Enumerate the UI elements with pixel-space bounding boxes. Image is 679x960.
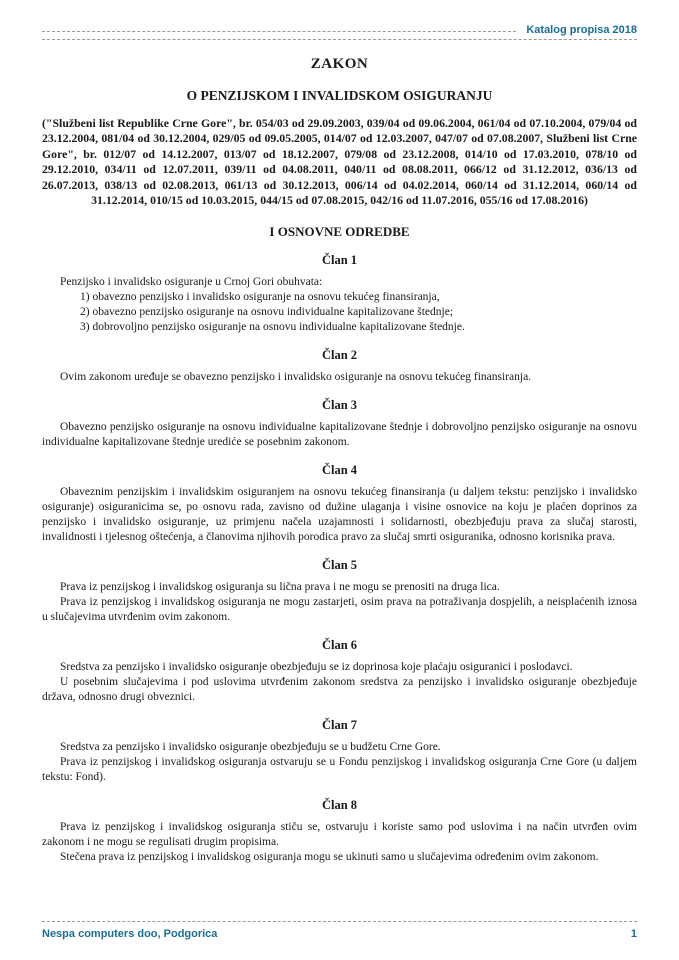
page-header: [42, 24, 637, 36]
article-paragraph: Sredstva za penzijsko i invalidsko osiguranje obezbjeđuju se u budžetu Crne Gore.: [60, 741, 441, 754]
article-heading: Član 1: [321, 253, 358, 268]
article-paragraph: U posebnim slučajevima i pod uslovima utvrđenim zakonom sredstva za penzijsko i invalidsko osiguranje obezbjeđuje država, odnosno drugi obveznici.: [42, 676, 637, 704]
document-subtitle: O PENZIJSKOM I INVALIDSKOM OSIGURANJU: [186, 88, 493, 103]
article-paragraph: Ovim zakonom uređuje se obavezno penzijsko i invalidsko osiguranje na osnovu tekućeg finansiranja.: [60, 371, 532, 384]
article-paragraph: Prava iz penzijskog i invalidskog osiguranja ne mogu zastarjeti, osim prava na potraživanja dospjelih, a neisplaćenih iznosa u slučajevima utvrđenim ovim zakonom.: [42, 596, 637, 624]
article-paragraph: Obaveznim penzijskim i invalidskim osiguranjem na osnovu tekućeg finansiranja (u daljem tekstu: penzijsko i invalidsko osiguranje) osiguranicima se, po osnovu rada, zavisno od dužine ulaganja i visine osnovice na koju je plaćen doprinos za penzijsko i invalidsko osiguranje, uz primjenu načela uzajamnosti i solidarnosti, obezbjeđuju prava za slučaj starosti, invalidnosti i tjelesnog oštećenja, a članovima njihovih porodica pravo za slučaj smrti osiguranika, odnosno korisnika prava.: [42, 486, 637, 544]
gazette-reference: ("Službeni list Republike Crne Gore", br. 054/03 od 29.09.2003, 039/04 od 09.06.2004, 061/04 od 07.10.2004, 079/04 od 23.12.2004, 081/04 od 30.12.2004, 029/05 od 09.05.2005, 014/07 od 12.03.2007, 047/07 od 07.08.2007, Službeni list Crne Gore", br. 012/07 od 14.12.2007, 013/07 od 18.12.2007, 079/08 od 23.12.2008, 014/10 od 17.03.2010, 078/10 od 29.12.2010, 034/11 od 12.07.2011, 039/11 od 04.08.2011, 040/11 od 08.08.2011, 066/12 od 31.12.2012, 036/13 od 26.07.2013, 038/13 od 02.08.2013, 061/13 od 30.12.2013, 006/14 od 04.02.2014, 060/14 od 31.12.2014, 060/14 od 31.12.2014, 010/15 od 10.03.2015, 044/15 od 07.08.2015, 042/16 od 11.07.2016, 055/16 od 17.08.2016): [42, 116, 637, 208]
article-heading: Član 7: [321, 718, 358, 733]
article-3: [42, 398, 637, 450]
article-paragraph: Stečena prava iz penzijskog i invalidskog osiguranja mogu se ukinuti samo u slučajevima određenim ovim zakonom.: [60, 851, 599, 864]
article-2: [42, 348, 637, 385]
article-1: [42, 253, 637, 335]
article-heading: Član 4: [321, 463, 358, 478]
article-paragraph: Penzijsko i invalidsko osiguranje u Crnoj Gori obuhvata:: [60, 276, 323, 289]
article-heading: Član 3: [321, 398, 358, 413]
article-heading: Član 8: [321, 798, 358, 813]
header-divider: [42, 39, 637, 40]
article-7: [42, 718, 637, 785]
article-list: [80, 290, 637, 335]
article-5: [42, 558, 637, 625]
page-footer: [42, 918, 637, 940]
footer-publisher: Nespa computers doo, Podgorica: [42, 928, 218, 940]
article-paragraph: Prava iz penzijskog i invalidskog osiguranja ostvaruju se u Fondu penzijskog i invalidskog osiguranja Crne Gore (u daljem tekstu: Fond).: [42, 756, 637, 784]
document-title: ZAKON: [310, 56, 369, 72]
article-paragraph: Sredstva za penzijsko i invalidsko osiguranje obezbjeđuju se iz doprinosa koje plaćaju osiguranici i poslodavci.: [60, 661, 573, 674]
article-4: [42, 463, 637, 545]
article-heading: Član 2: [321, 348, 358, 363]
footer-divider: [42, 921, 637, 922]
header-dashed-line: [42, 31, 516, 32]
section-heading: I OSNOVNE ODREDBE: [269, 224, 410, 240]
catalog-label: Katalog propisa 2018: [526, 24, 637, 36]
article-6: [42, 638, 637, 705]
article-heading: Član 6: [321, 638, 358, 653]
article-list-item: 3) dobrovoljno penzijsko osiguranje na osnovu individualne kapitalizovane štednje.: [80, 321, 465, 334]
page-number: 1: [630, 928, 637, 940]
article-paragraph: Prava iz penzijskog i invalidskog osiguranja stiču se, ostvaruju i koriste samo pod uslovima i na način utvrđen ovim zakonom i ne mogu se regulisati drugim propisima.: [42, 821, 637, 849]
article-paragraph: Obavezno penzijsko osiguranje na osnovu individualne kapitalizovane štednje i dobrovoljno penzijsko osiguranje na osnovu individualne kapitalizovane štednje urediće se posebnim zakonom.: [42, 421, 637, 449]
article-list-item: 1) obavezno penzijsko i invalidsko osiguranje na osnovu tekućeg finansiranja,: [80, 291, 440, 304]
article-paragraph: Prava iz penzijskog i invalidskog osiguranja su lična prava i ne mogu se prenositi na druga lica.: [60, 581, 500, 594]
article-heading: Član 5: [321, 558, 358, 573]
article-list-item: 2) obavezno penzijsko osiguranje na osnovu individualne kapitalizovane štednje;: [80, 306, 454, 319]
article-8: [42, 798, 637, 865]
